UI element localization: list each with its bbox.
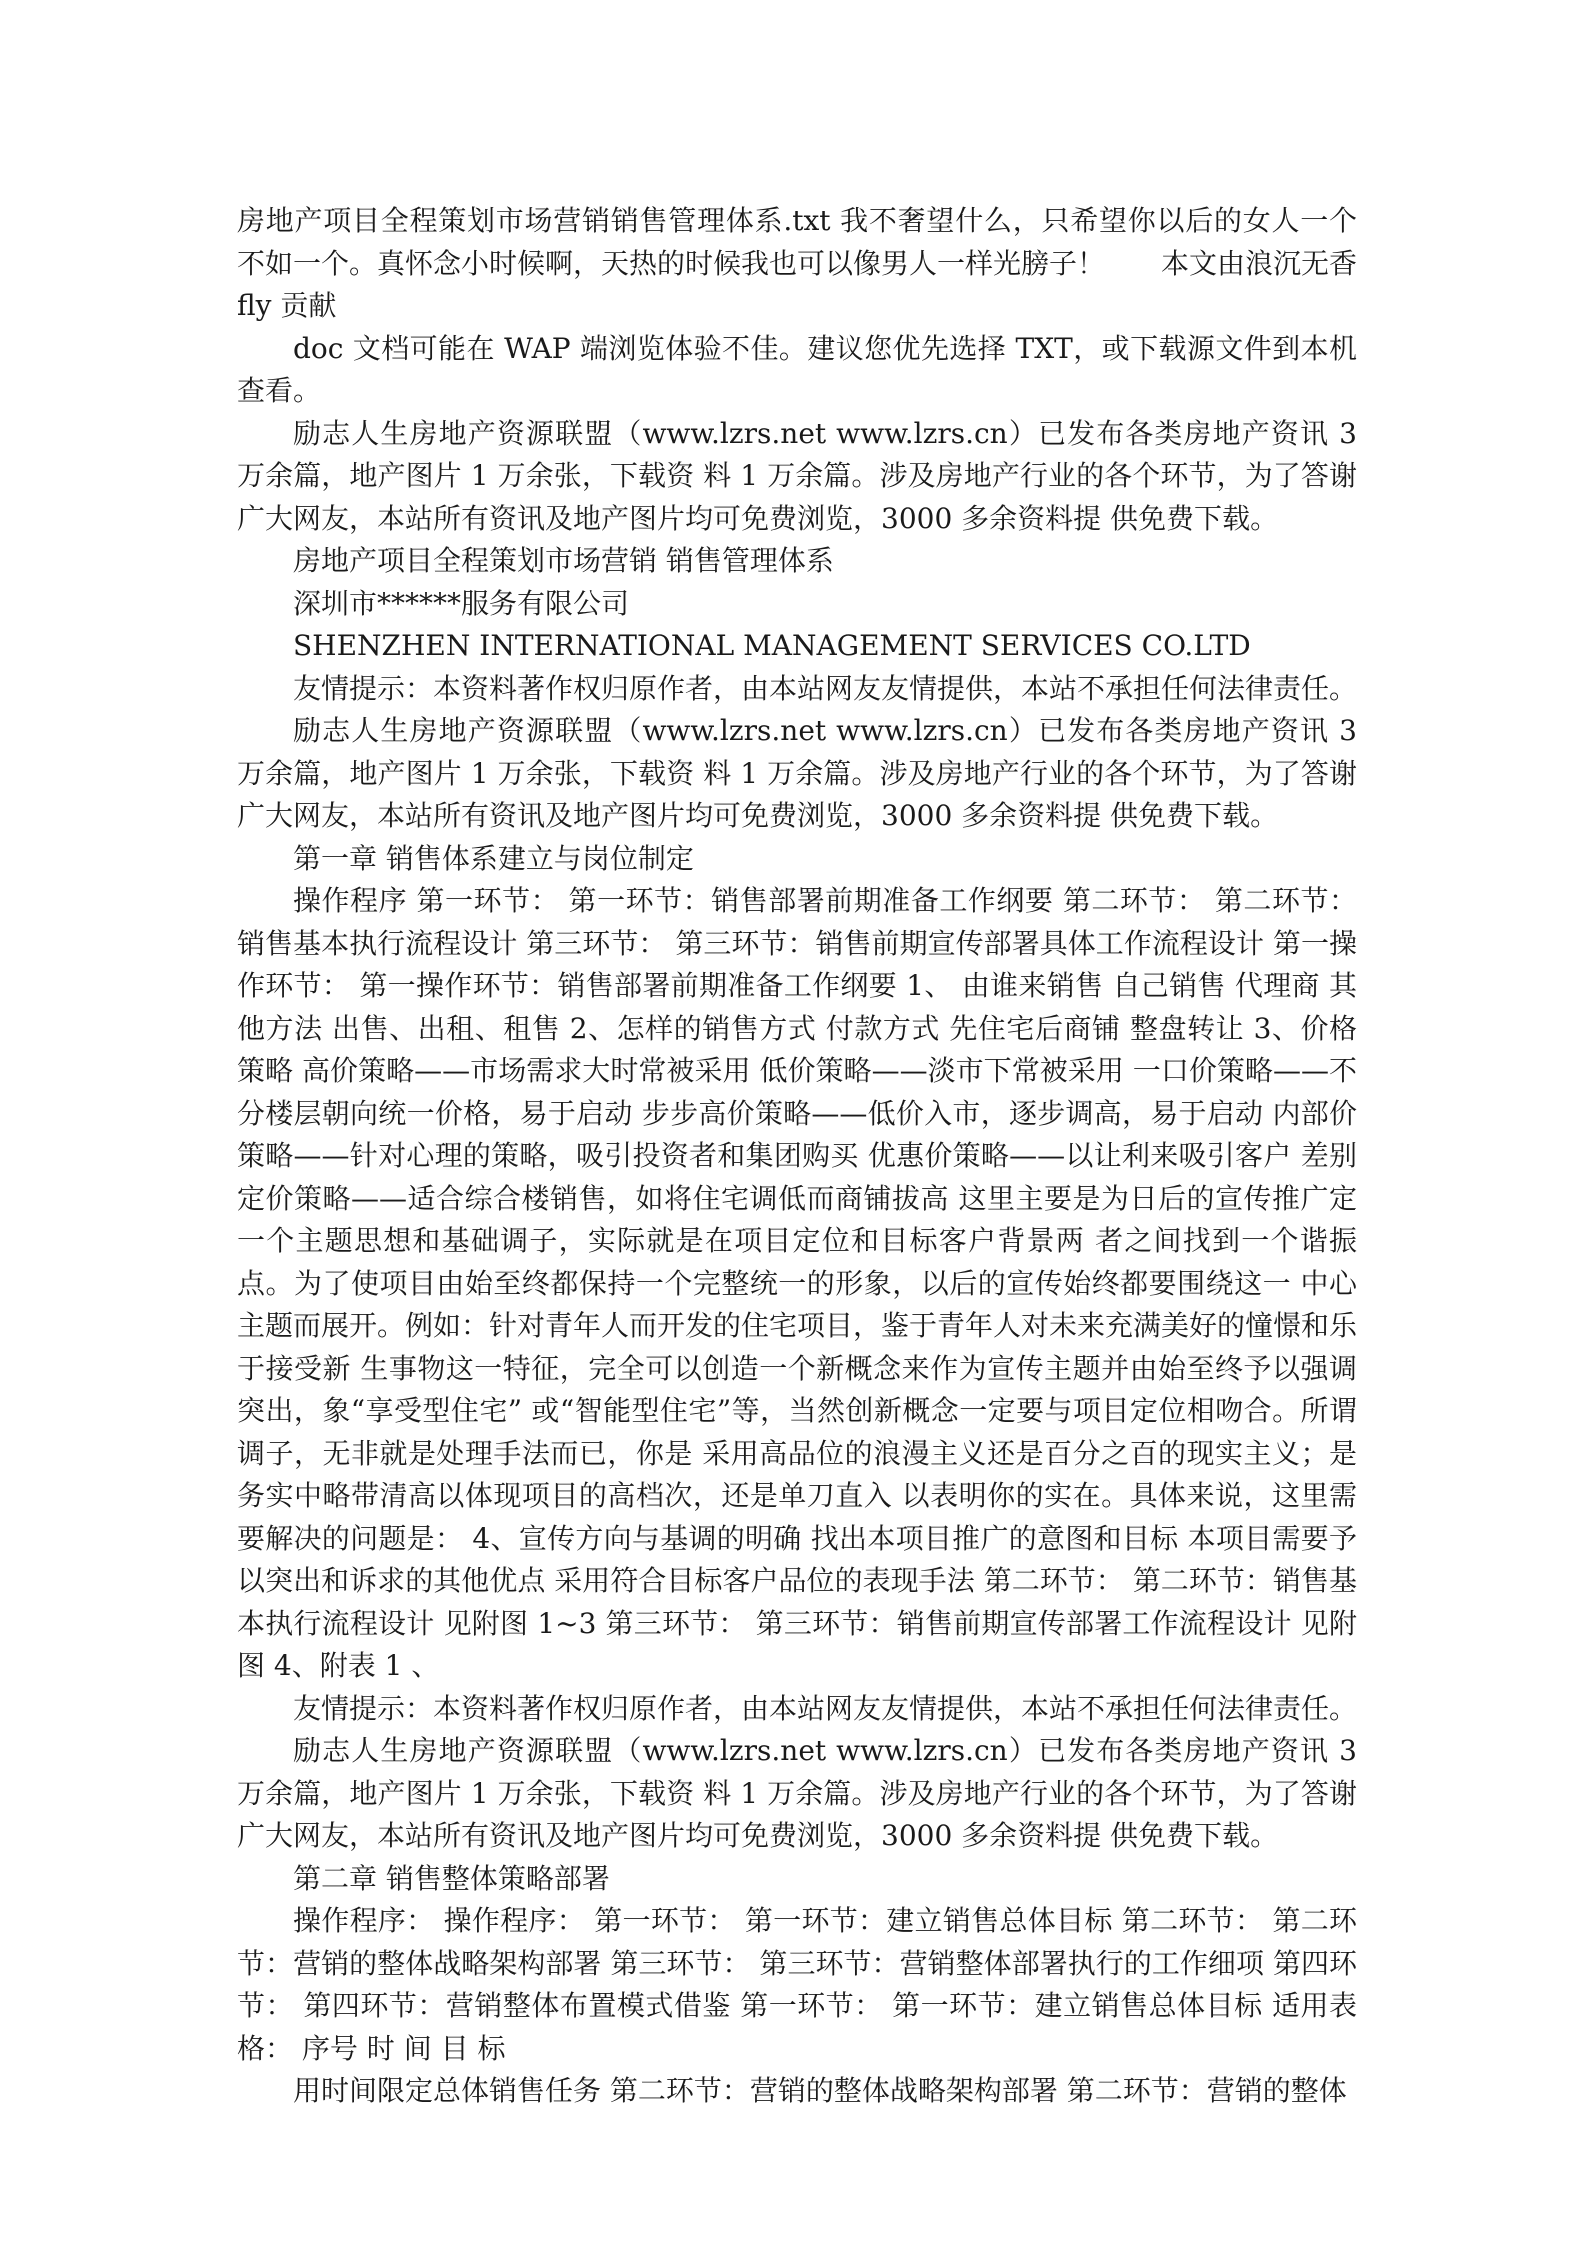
paragraph-company-name: 深圳市******服务有限公司 bbox=[293, 586, 630, 620]
paragraph-friendly-notice: 友情提示：本资料著作权归原作者，由本站网友友情提供，本站不承担任何法律责任。 bbox=[293, 1691, 1358, 1725]
paragraph-chapter-one-body: 操作程序 第一环节： 第一环节：销售部署前期准备工作纲要 第二环节： 第二环节：销售基本执行流程设计 第三环节： 第三环节：销售前期宣传部署具体工作流程设计 第一操作环节： 第一操作环节：销售部署前期准备工作纲要 1、 由谁来销售 自己销售 代理商 其他方法 出售、出租、租售 2、怎样的销售方式 付款方式 先住宅后商铺 整盘转让 3、价格策略 高价策略——市场需求大时常被采用 低价策略——淡市下常被采用 一口价策略——不分楼层朝向统一价格，易于启动 步步高价策略——低价入市，逐步调高，易于启动 内部价策略——针对心理的策略，吸引投资者和集团购买 优惠价策略——以让利来吸引客户 差别定价策略——适合综合楼销售，如将住宅调低而商铺拔高 这里主要是为日后的宣传推广定一个主题思想和基础调子，实际就是在项目定位和目标客户背景两 者之间找到一个谐振点。为了使项目由始至终都保持一个完整统一的形象，以后的宣传始终都要围绕这一 中心主题而展开。例如：针对青年人而开发的住宅项目，鉴于青年人对未来充满美好的憧憬和乐于接受新 生事物这一特征，完全可以创造一个新概念来作为宣传主题并由始至终予以强调突出，象“享受型住宅” 或“智能型住宅”等，当然创新概念一定要与项目定位相吻合。所谓调子，无非就是处理手法而已，你是 采用高品位的浪漫主义还是百分之百的现实主义；是务实中略带清高以体现项目的高档次，还是单刀直入 以表明你的实在。具体来说，这里需要解决的问题是： 4、宣传方向与基调的明确 找出本项目推广的意图和目标 本项目需要予以突出和诉求的其他优点 采用符合目标客户品位的表现手法 第二环节： 第二环节：销售基本执行流程设计 见附图 1~3 第三环节： 第三环节：销售前期宣传部署工作流程设计 见附图 4、附表 1 、 bbox=[237, 884, 1358, 1682]
document-body bbox=[237, 200, 1357, 2113]
paragraph-doc-notice: doc 文档可能在 WAP 端浏览体验不佳。建议您优先选择 TXT，或下载源文件到本机查看。 bbox=[237, 331, 1357, 407]
paragraph-document-title: 房地产项目全程策划市场营销 销售管理体系 bbox=[293, 544, 834, 577]
chapter-one-heading: 第一章 销售体系建立与岗位制定 bbox=[293, 841, 694, 875]
paragraph-alliance-info: 励志人生房地产资源联盟（www.lzrs.net www.lzrs.cn）已发布各类房地产资讯 3 万余篇，地产图片 1 万余张，下载资 料 1 万余篇。涉及房地产行业的各个环节，为了答谢广大网友，本站所有资讯及地产图片均可免费浏览，3000 多余资料提 供免费下载。 bbox=[237, 714, 1357, 832]
paragraph-chapter-two-continued: 用时间限定总体销售任务 第二环节：营销的整体战略架构部署 第二环节：营销的整体 bbox=[293, 2074, 1347, 2107]
paragraph-alliance-info: 励志人生房地产资源联盟（www.lzrs.net www.lzrs.cn）已发布各类房地产资讯 3 万余篇，地产图片 1 万余张，下载资 料 1 万余篇。涉及房地产行业的各个环节，为了答谢广大网友，本站所有资讯及地产图片均可免费浏览，3000 多余资料提 供免费下载。 bbox=[237, 416, 1357, 535]
paragraph-header-intro: 房地产项目全程策划市场营销销售管理体系.txt 我不奢望什么，只希望你以后的女人一个不如一个。真怀念小时候啊，天热的时候我也可以像男人一样光膀子！ 本文由浪沉无香 fly 贡献 bbox=[237, 204, 1358, 322]
paragraph-alliance-info: 励志人生房地产资源联盟（www.lzrs.net www.lzrs.cn）已发布各类房地产资讯 3 万余篇，地产图片 1 万余张，下载资 料 1 万余篇。涉及房地产行业的各个环节，为了答谢广大网友，本站所有资讯及地产图片均可免费浏览，3000 多余资料提 供免费下载。 bbox=[237, 1734, 1357, 1852]
chapter-two-heading: 第二章 销售整体策略部署 bbox=[293, 1861, 610, 1895]
paragraph-company-name-en: SHENZHEN INTERNATIONAL MANAGEMENT SERVICES CO.LTD bbox=[293, 629, 1251, 662]
paragraph-friendly-notice: 友情提示：本资料著作权归原作者，由本站网友友情提供，本站不承担任何法律责任。 bbox=[293, 671, 1358, 705]
paragraph-chapter-two-body: 操作程序： 操作程序： 第一环节： 第一环节：建立销售总体目标 第二环节： 第二环节：营销的整体战略架构部署 第三环节： 第三环节：营销整体部署执行的工作细项 第四环节： 第四环节：营销整体布置模式借鉴 第一环节： 第一环节：建立销售总体目标 适用表格： 序号 时 间 目 标 bbox=[237, 1904, 1357, 2065]
